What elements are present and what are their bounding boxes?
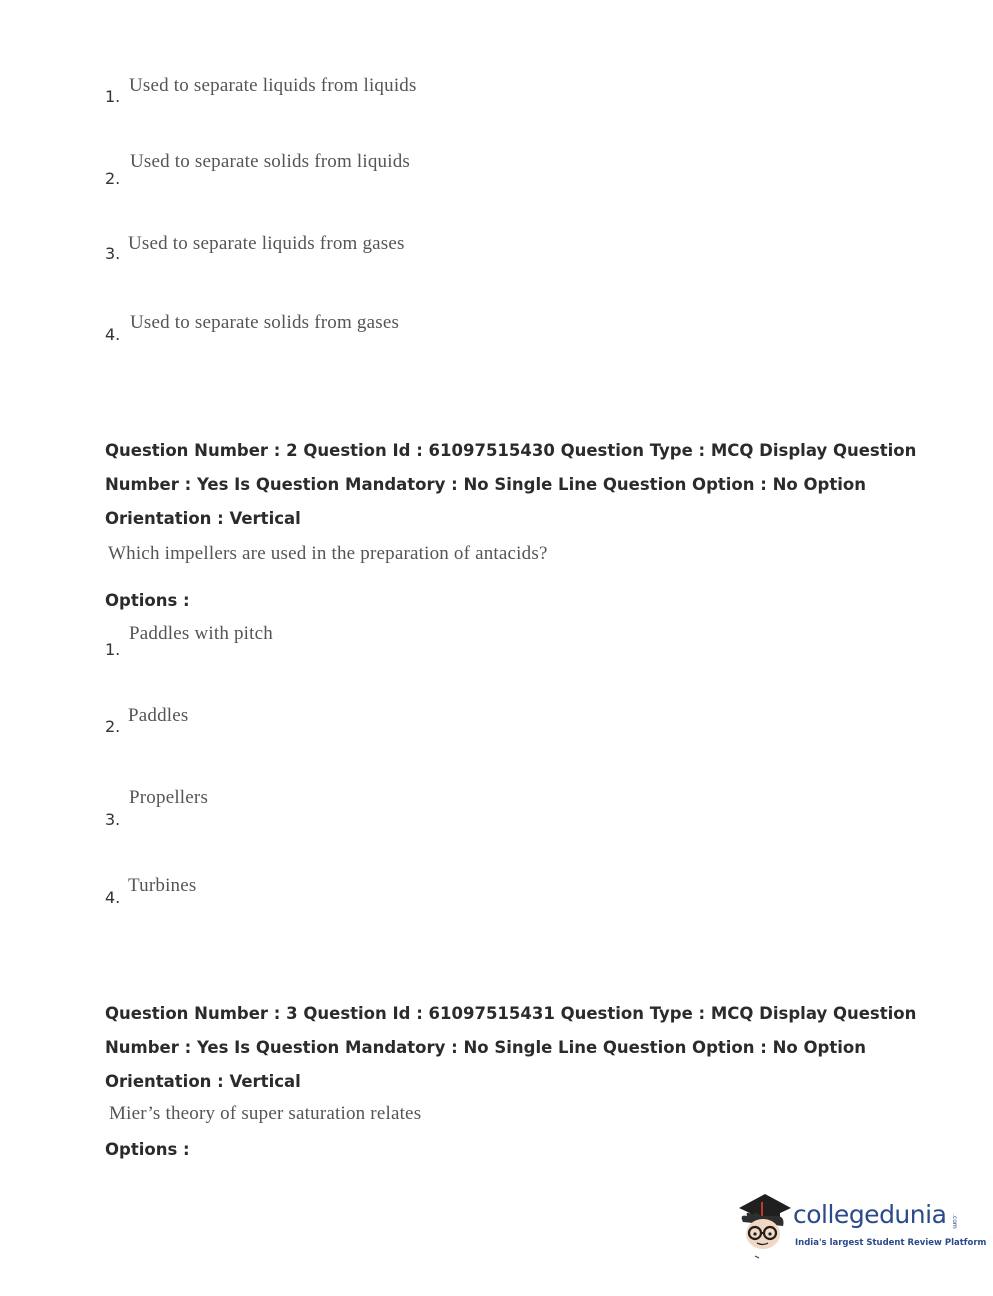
q3-meta <box>105 997 925 1099</box>
option-number: 1. <box>105 640 121 659</box>
logo-wordmark: collegedunia <box>793 1200 947 1229</box>
logo-com-suffix: .com <box>951 1214 958 1229</box>
option-number: 4. <box>105 888 121 907</box>
logo-tagline: India's largest Student Review Platform <box>795 1238 987 1248</box>
option-text: Used to separate solids from gases <box>130 312 400 333</box>
option-text: Used to separate liquids from gases <box>128 233 405 254</box>
option-text: Used to separate liquids from liquids <box>129 75 417 96</box>
option-text: Paddles <box>128 705 189 726</box>
q3-question-text: Mier’s theory of super saturation relates <box>109 1103 422 1124</box>
q2-options-label: Options : <box>105 591 190 610</box>
option-number: 2. <box>105 169 121 188</box>
q2-meta-line-1: Question Number : 2 Question Id : 61097515430 Question Type : MCQ Display Question <box>105 441 917 460</box>
option-number: 3. <box>105 244 121 263</box>
q3-meta-line-3: Orientation : Vertical <box>105 1072 301 1091</box>
option-text: Paddles with pitch <box>129 623 273 644</box>
option-number: 4. <box>105 325 121 344</box>
option-text: Used to separate solids from liquids <box>130 151 411 172</box>
mascot-icon <box>735 1188 791 1260</box>
collegedunia-logo <box>735 1188 987 1260</box>
q2-meta <box>105 434 925 536</box>
option-text: Turbines <box>128 875 197 896</box>
option-text: Propellers <box>129 787 209 808</box>
q2-meta-line-2: Number : Yes Is Question Mandatory : No Single Line Question Option : No Option <box>105 475 866 494</box>
q2-question-text: Which impellers are used in the preparation of antacids? <box>108 543 548 564</box>
q3-options-label: Options : <box>105 1140 190 1159</box>
q2-meta-line-3: Orientation : Vertical <box>105 509 301 528</box>
q3-meta-line-1: Question Number : 3 Question Id : 61097515431 Question Type : MCQ Display Question <box>105 1004 917 1023</box>
option-number: 3. <box>105 810 121 829</box>
option-number: 2. <box>105 717 121 736</box>
q3-meta-line-2: Number : Yes Is Question Mandatory : No Single Line Question Option : No Option <box>105 1038 866 1057</box>
option-number: 1. <box>105 87 121 106</box>
